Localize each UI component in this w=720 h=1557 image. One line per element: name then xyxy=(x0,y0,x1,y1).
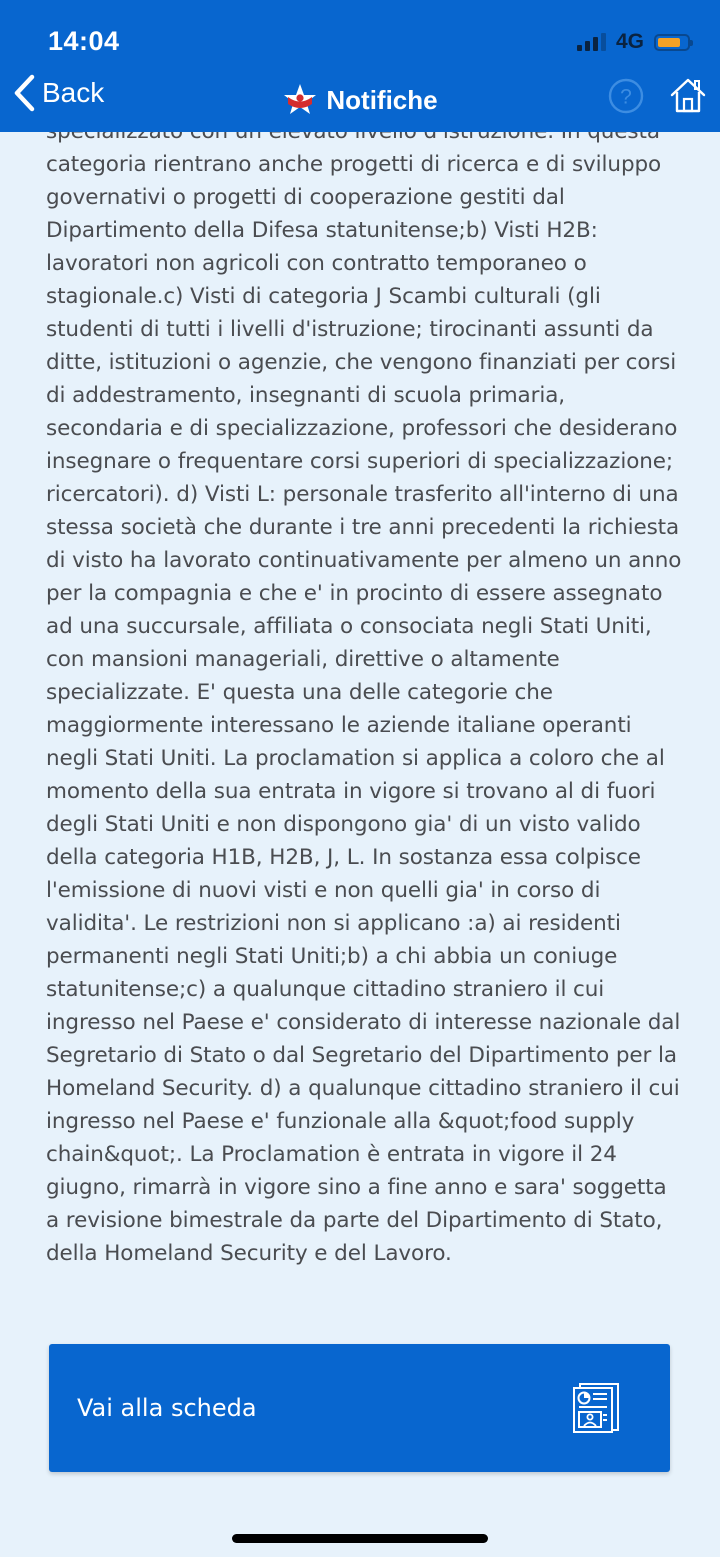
home-indicator[interactable] xyxy=(232,1534,488,1543)
back-label: Back xyxy=(42,77,105,108)
battery-icon xyxy=(654,34,690,51)
document-card-icon xyxy=(572,1382,620,1434)
title-text: Notifiche xyxy=(326,84,438,115)
star-emblem-icon xyxy=(282,82,318,118)
svg-text:?: ? xyxy=(620,85,632,109)
status-indicators xyxy=(577,30,690,54)
open-card-button[interactable] xyxy=(49,1344,670,1472)
battery-tip xyxy=(690,40,693,46)
app-header xyxy=(0,0,720,132)
status-time: 14:04 xyxy=(48,26,120,56)
battery-fill xyxy=(658,38,680,47)
home-icon[interactable] xyxy=(670,76,706,114)
open-card-label: Vai alla scheda xyxy=(77,1394,257,1422)
network-label: 4G xyxy=(615,30,644,53)
signal-icon xyxy=(577,33,606,51)
question-icon[interactable] xyxy=(608,78,644,114)
article-body: categoria rientrano anche progetti di ricerca e di sviluppo governativi o progetti di cooperazione gestiti dal Dipartimento della Difesa statunitense;b) Visti H2B: lavoratori non agricoli con contratto temporaneo o stagionale.c) Visti di categoria J Scambi culturali (gli studenti di tutti i livelli d'istruzione; tirocinanti assunti da ditte, istituzioni o agenzie, che vengono finanziati per corsi di addestramento, insegnanti di scuola primaria, secondaria e di specializzazione, professori che desiderano insegnare o frequentare corsi superiori di specializzazione; ricercatori). d) Visti L: personale trasferito all'interno di una stessa società che durante i tre anni precedenti la richiesta di visto ha lavorato continuativamente per almeno un anno per la compagnia e che e' in procinto di essere assegnato ad una succursale, affiliata o consociata negli Stati Uniti, con mansioni manageriali, direttive o altamente specializzate. E' questa una delle categorie che maggiormente interessano le aziende italiane operanti negli Stati Uniti. La proclamation si applica a coloro che al momento della sua entrata in vigore si trovano al di fuori degli Stati Uniti e non dispongono gia' di un visto valido della categoria H1B, H2B, J, L. In sostanza essa colpisce l'emissione di nuovi visti e non quelli gia' in corso di validita'. Le restrizioni non si applicano :a) ai residenti permanenti negli Stati Uniti;b) a chi abbia un coniuge statunitense;c) a qualunque cittadino straniero il cui ingresso nel Paese e' considerato di interesse nazionale dal Segretario di Stato o dal Segretario del Dipartimento per la Homeland Security. d) a qualunque cittadino straniero il cui ingresso nel Paese e' funzionale alla &quot;food supply chain&quot;. La Proclamation è entrata in vigore il 24 giugno, rimarrà in vigore sino a fine anno e sara' soggetta a revisione bimestrale da parte del Dipartimento di Stato, della Homeland Security e del Lavoro. xyxy=(46,152,682,1266)
